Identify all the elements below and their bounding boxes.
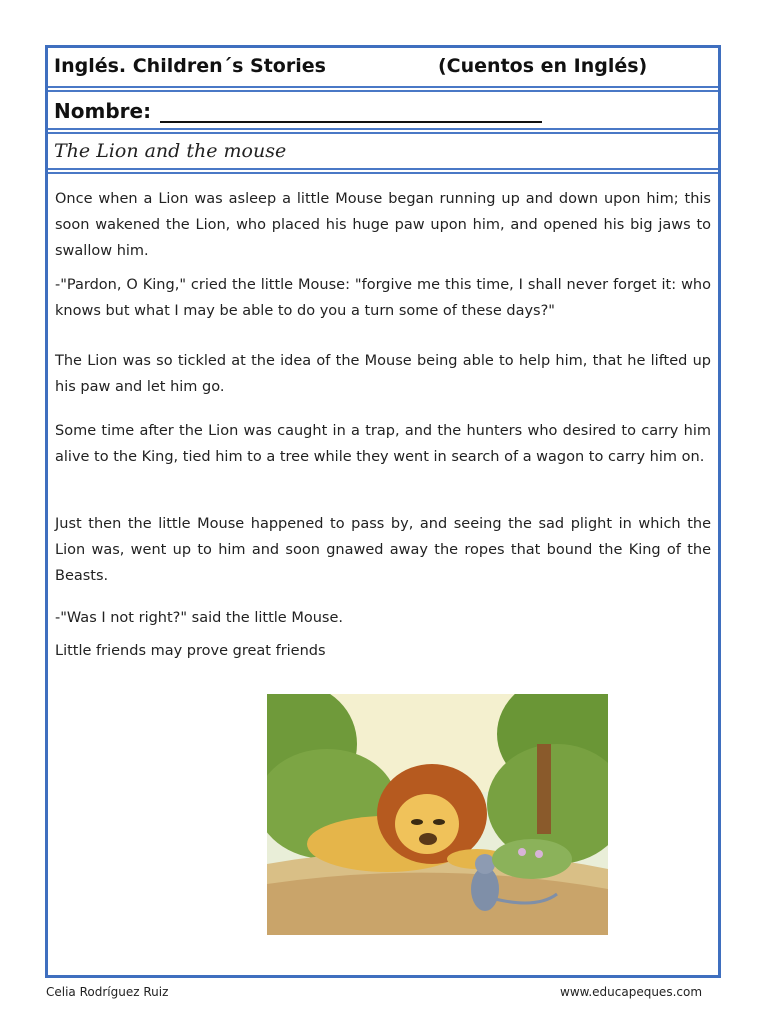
- story-title: The Lion and the mouse: [54, 140, 287, 162]
- story-paragraph: Once when a Lion was asleep a little Mouse began running up and down upon him; this soon wakened the Lion, who placed his huge paw upon him, and opened his big jaws to swallow him.: [55, 191, 711, 259]
- worksheet-subtitle: (Cuentos en Inglés): [438, 55, 648, 77]
- header-divider: [48, 172, 718, 174]
- story-paragraph: -"Was I not right?" said the little Mouse.: [55, 610, 343, 626]
- title-row: [48, 48, 718, 88]
- name-label: Nombre:: [54, 99, 152, 123]
- story-paragraph: The Lion was so tickled at the idea of the Mouse being able to help him, that he lifted up his paw and let him go.: [55, 353, 711, 395]
- worksheet-title: Inglés. Children´s Stories: [54, 55, 326, 77]
- footer-author: Celia Rodríguez Ruiz: [46, 985, 169, 999]
- footer-website[interactable]: www.educapeques.com: [560, 985, 703, 999]
- story-title-row: [48, 132, 718, 170]
- story-moral: Little friends may prove great friends: [55, 643, 326, 659]
- story-paragraph: Some time after the Lion was caught in a trap, and the hunters who desired to carry him alive to the King, tied him to a tree while they went in search of a wagon to carry him on.: [55, 423, 711, 465]
- lion-and-mouse-illustration: [267, 694, 608, 935]
- story-paragraph: Just then the little Mouse happened to pass by, and seeing the sad plight in which the Lion was, went up to him and soon gnawed away the ropes that bound the King of the Beasts.: [55, 516, 711, 584]
- story-paragraph: -"Pardon, O King," cried the little Mouse: "forgive me this time, I shall never forget it: who knows but what I may be able to do you a turn some of these days?": [55, 277, 711, 319]
- name-row: [48, 90, 718, 130]
- name-blank-line[interactable]: [160, 121, 542, 123]
